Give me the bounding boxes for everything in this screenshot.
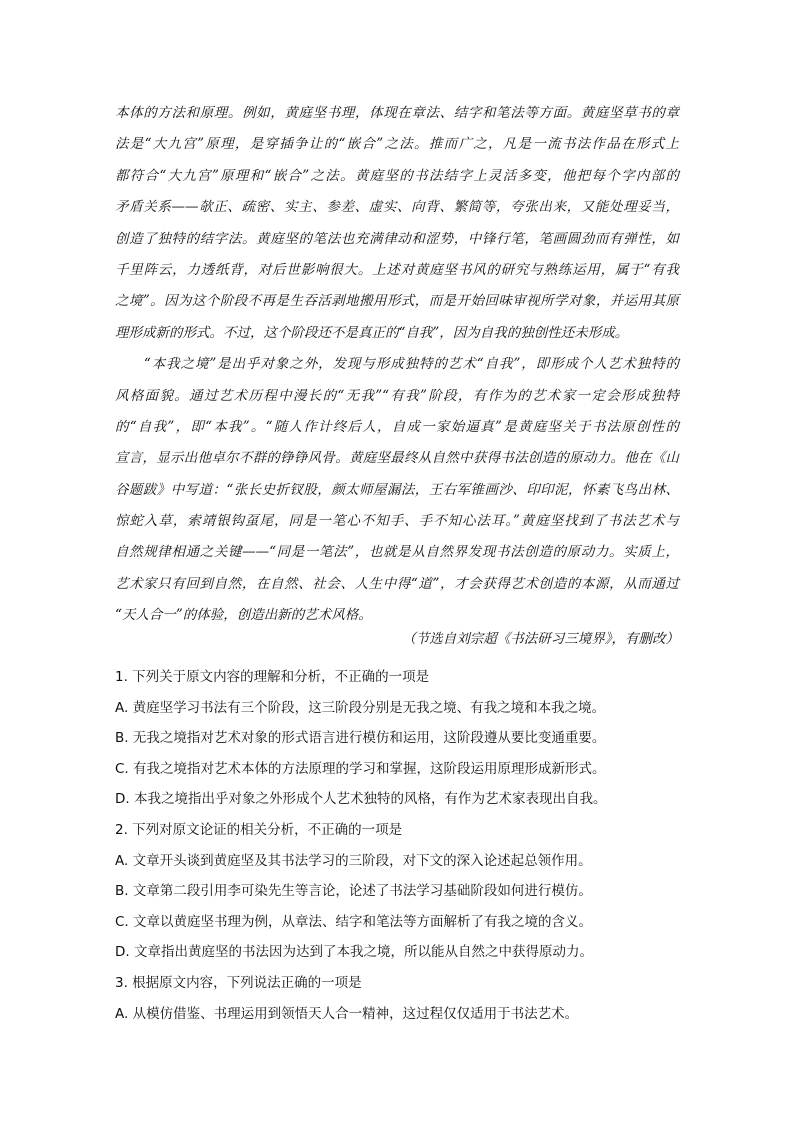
passage-line: 惊蛇入草，索靖银钩虿尾，同是一笔心不知手、手不知心法耳。”黄庭坚找到了书法艺术与 [115, 513, 679, 530]
passage-line: 法是“大九宫”原理，是穿插争让的“嵌合”之法。推而广之，凡是一流书法作品在形式上 [115, 136, 679, 153]
question-2-option-b: B. 文章第二段引用李可染先生等言论，论述了书法学习基础阶段如何进行模仿。 [115, 883, 592, 900]
question-3-stem: 3. 根据原文内容，下列说法正确的一项是 [115, 974, 362, 991]
question-2-option-d: D. 文章指出黄庭坚的书法因为达到了本我之境，所以能从自然之中获得原动力。 [115, 944, 593, 961]
passage-line: 理形成新的形式。不过，这个阶段还不是真正的“自我”，因为自我的独创性还未形成。 [115, 324, 629, 341]
passage-line: 矛盾关系——欹正、疏密、实主、参差、虚实、向背、繁简等，夸张出来，又能处理妥当， [115, 199, 679, 216]
passage-line: 风格面貌。通过艺术历程中漫长的“无我”“有我”阶段，有作为的艺术家一定会形成独特 [115, 387, 679, 404]
passage-line: 本体的方法和原理。例如，黄庭坚书理，体现在章法、结字和笔法等方面。黄庭坚草书的章 [115, 105, 679, 121]
passage-line: 谷题跋》中写道：“张长史折钗股，颜太师屋漏法，王右军锥画沙、印印泥，怀素飞鸟出林、 [115, 481, 679, 498]
question-1-option-d: D. 本我之境指出乎对象之外形成个人艺术独特的风格，有作为艺术家表现出自我。 [115, 791, 607, 808]
question-1-stem: 1. 下列关于原文内容的理解和分析，不正确的一项是 [115, 669, 430, 685]
passage-line: 自然规律相通之关键——“同是一笔法”，也就是从自然界发现书法创造的原动力。实质上， [115, 544, 679, 561]
passage-line: 宣言，显示出他卓尔不群的铮铮风骨。黄庭坚最终从自然中获得书法创造的原动力。他在《山 [115, 450, 679, 467]
question-1-option-c: C. 有我之境指对艺术本体的方法原理的学习和掌握，这阶段运用原理形成新形式。 [115, 760, 606, 777]
passage-source: （节选自刘宗超《书法研习三境界》，有删改） [402, 631, 679, 647]
question-2-option-a: A. 文章开头谈到黄庭坚及其书法学习的三阶段，对下文的深入论述起总领作用。 [115, 852, 592, 869]
passage-line: 艺术家只有回到自然，在自然、社会、人生中得“道”，才会获得艺术创造的本源，从而通过 [115, 575, 679, 592]
passage-line: “天人合一”的体验，创造出新的艺术风格。 [115, 607, 372, 624]
passage-line: “本我之境”是出乎对象之外，发现与形成独特的艺术“自我”，即形成个人艺术独特的 [115, 356, 679, 373]
questions [115, 662, 715, 1029]
passage-line: 创造了独特的结字法。黄庭坚的笔法也充满律动和涩势，中锋行笔，笔画圆劲而有弹性，如 [115, 230, 679, 247]
question-3-option-a: A. 从模仿借鉴、书理运用到领悟天人合一精神，这过程仅仅适用于书法艺术。 [115, 1005, 579, 1022]
passage-line: 的“自我”，即“本我”。“随人作计终后人，自成一家始逼真”是黄庭坚关于书法原创性的 [115, 418, 679, 435]
question-1-option-a: A. 黄庭坚学习书法有三个阶段，这三阶段分别是无我之境、有我之境和本我之境。 [115, 699, 606, 716]
passage [115, 98, 679, 632]
question-1-option-b: B. 无我之境指对艺术对象的形式语言进行模仿和运用，这阶段遵从要比变通重要。 [115, 730, 606, 747]
passage-line: 千里阵云，力透纸背，对后世影响很大。上述对黄庭坚书风的研究与熟练运用，属于“有我 [115, 261, 679, 278]
passage-line: 都符合“大九宫”原理和“嵌合”之法。黄庭坚的书法结字上灵活多变，他把每个字内部的 [115, 167, 679, 184]
passage-line: 之境”。因为这个阶段不再是生吞活剥地搬用形式，而是开始回味审视所学对象，并运用其原 [115, 293, 679, 310]
question-2-option-c: C. 文章以黄庭坚书理为例，从章法、结字和笔法等方面解析了有我之境的含义。 [115, 913, 593, 930]
question-2-stem: 2. 下列对原文论证的相关分析，不正确的一项是 [115, 821, 403, 838]
